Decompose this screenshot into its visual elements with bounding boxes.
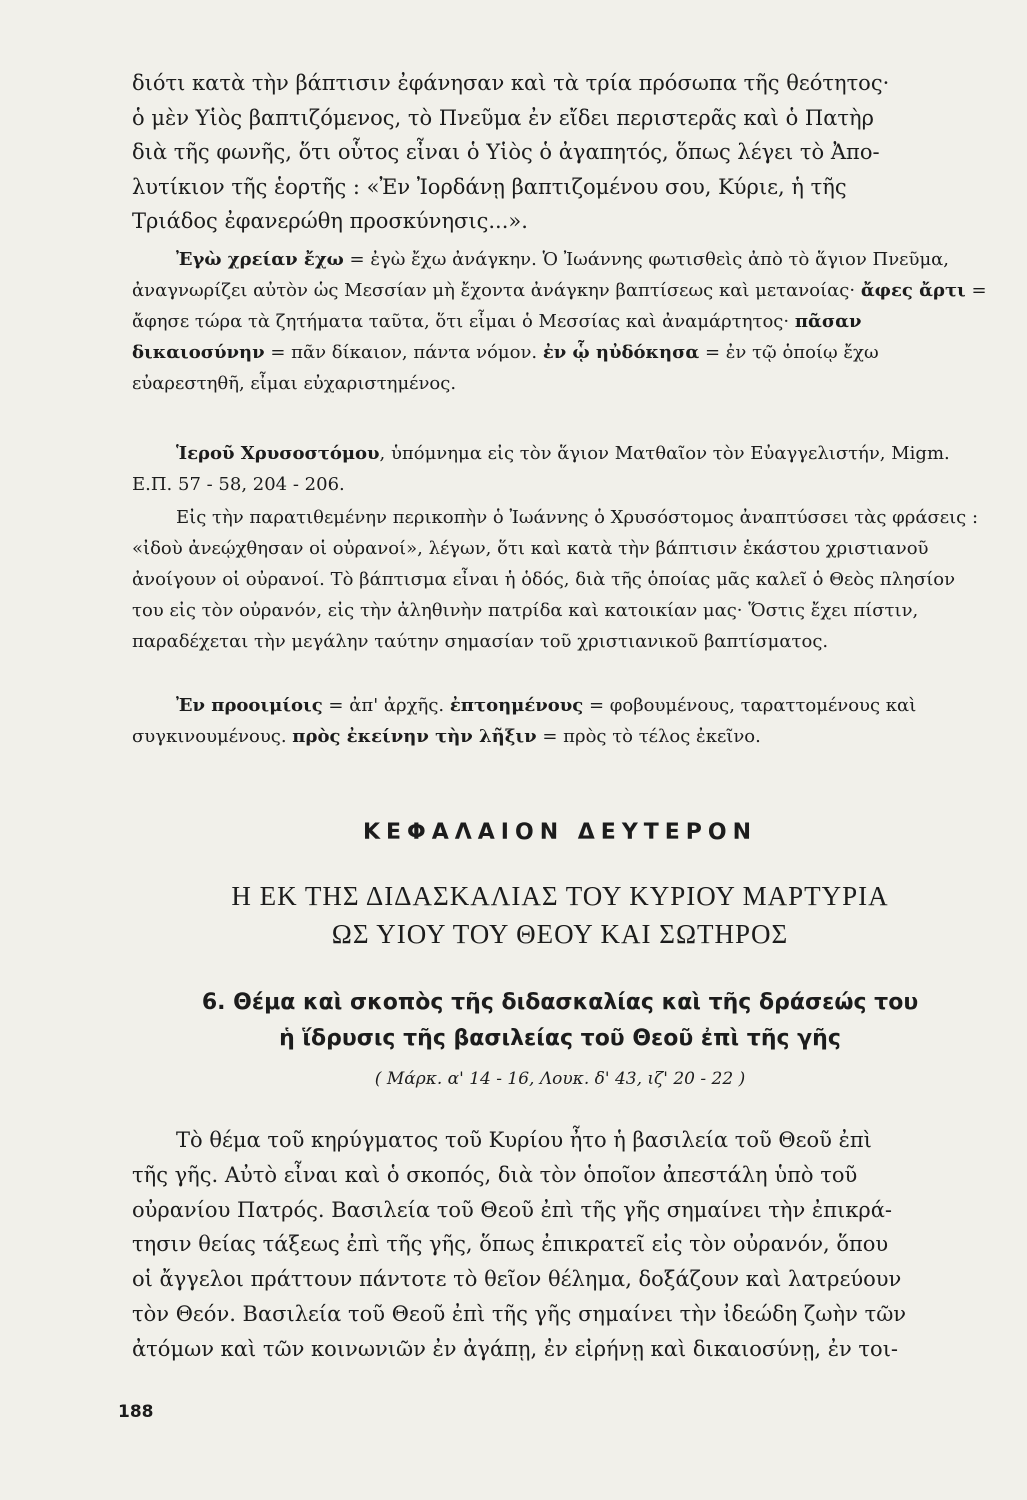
gloss-definition: = ἄφησε τώρα τὰ ζητήματα ταῦτα, ὅτι εἶμαι ὁ Μεσσίας καὶ ἀναμάρτητος· bbox=[132, 280, 987, 332]
text-line: τῆς γῆς. Αὐτὸ εἶναι καὶ ὁ σκοπός, διὰ τὸν ὁποῖον ἀπεστάλη ὑπὸ τοῦ bbox=[132, 1162, 858, 1187]
chapter-title-line: Η ΕΚ ΤΗΣ ΔΙΔΑΣΚΑΛΙΑΣ ΤΟΥ ΚΥΡΙΟΥ ΜΑΡΤΥΡΙΑ bbox=[231, 881, 889, 911]
gloss-term: Ἐν προοιμίοις bbox=[176, 695, 323, 716]
body-paragraph bbox=[132, 1123, 988, 1367]
page-number: 188 bbox=[118, 1402, 154, 1422]
text-line: ἀτόμων καὶ τῶν κοινωνιῶν ἐν ἀγάπῃ, ἐν εἰρήνῃ καὶ δικαιοσύνῃ, ἐν τοι- bbox=[132, 1336, 899, 1361]
text-line: οἱ ἄγγελοι πράττουν πάντοτε τὸ θεῖον θέλημα, δοξάζουν καὶ λατρεύουν bbox=[132, 1267, 902, 1292]
glossary-paragraph-1 bbox=[132, 244, 988, 399]
text-line: διότι κατὰ τὴν βάπτισιν ἐφάνησαν καὶ τὰ τρία πρόσωπα τῆς θεότητος· bbox=[132, 71, 890, 95]
text-line: ὁ μὲν Υἱὸς βαπτιζόμενος, τὸ Πνεῦμα ἐν εἴδει περιστερᾶς καὶ ὁ Πατὴρ bbox=[132, 105, 874, 130]
glossary-paragraph-2 bbox=[132, 690, 988, 752]
citation-author: Ἱεροῦ Χρυσοστόμου bbox=[176, 443, 380, 464]
gloss-term: πᾶσαν δικαιοσύνην bbox=[132, 311, 862, 363]
text-line: τὸν Θεόν. Βασιλεία τοῦ Θεοῦ ἐπὶ τῆς γῆς σημαίνει τὴν ἰδεώδη ζωὴν τῶν bbox=[132, 1301, 907, 1326]
text-line: οὐρανίου Πατρός. Βασιλεία τοῦ Θεοῦ ἐπὶ τῆς γῆς σημαίνει τὴν ἐπικρά- bbox=[132, 1197, 892, 1222]
gloss-definition: = ἐν τῷ ὁποίῳ ἔχω εὐαρεστηθῆ, εἶμαι εὐχαριστημένος. bbox=[132, 342, 879, 394]
commentary-paragraph: Εἰς τὴν παρατιθεμένην περικοπὴν ὁ Ἰωάννης ὁ Χρυσόστομος ἀναπτύσσει τὰς φράσεις : «ἰδοὺ ἀνεῴχθησαν οἱ οὐρανοί», λέγων, ὅτι καὶ κατὰ τὴν βάπτισιν ἑκάστου χριστιανοῦ ἀνοίγουν οἱ οὐρανοί. Τὸ βάπτισμα εἶναι ἡ ὁδός, διὰ τῆς ὁποίας μᾶς καλεῖ ὁ Θεὸς πλησίον του εἰς τὸν οὐρανόν, εἰς τὴν ἀληθινὴν πατρίδα καὶ κατοικίαν μας· Ὅστις ἔχει πίστιν, παραδέχεται τὴν μεγάλην ταύτην σημασίαν τοῦ χριστιανικοῦ βαπτίσματος. bbox=[132, 507, 979, 652]
gloss-term: ἐπτοημένους bbox=[449, 695, 584, 716]
chapter-title bbox=[132, 877, 988, 953]
gloss-term: ἄφες ἄρτι bbox=[860, 280, 966, 301]
gloss-term: Ἐγὼ χρείαν ἔχω bbox=[176, 249, 344, 270]
text-line: τησιν θείας τάξεως ἐπὶ τῆς γῆς, ὅπως ἐπικρατεῖ εἰς τὸν οὐρανόν, ὅπου bbox=[132, 1232, 889, 1257]
text-line: Τριάδος ἐφανερώθη προσκύνησις...». bbox=[132, 209, 528, 233]
section-title-line: ἡ ἵδρυσις τῆς βασιλείας τοῦ Θεοῦ ἐπὶ τῆς γῆς bbox=[279, 1026, 841, 1051]
chapter-label: ΚΕΦΑΛΑΙΟΝ ΔΕΥΤΕΡΟΝ bbox=[362, 820, 758, 845]
gloss-term: πρὸς ἐκείνην τὴν λῆξιν bbox=[292, 726, 537, 747]
top-paragraph bbox=[132, 66, 988, 239]
citation-source: , ὑπόμνημα εἰς τὸν ἅγιον Ματθαῖον τὸν Εὐαγγελιστήν, Migm. Ε.Π. 57 - 58, 204 - 206. bbox=[132, 443, 950, 495]
text-line: λυτίκιον τῆς ἑορτῆς : «Ἐν Ἰορδάνῃ βαπτιζομένου σου, Κύριε, ἡ τῆς bbox=[132, 174, 847, 199]
chapter-title-line: ΩΣ ΥΙΟΥ ΤΟΥ ΘΕΟΥ ΚΑΙ ΣΩΤΗΡΟΣ bbox=[331, 919, 789, 949]
section-title-line: 6. Θέμα καὶ σκοπὸς τῆς διδασκαλίας καὶ τῆς δράσεώς του bbox=[201, 990, 919, 1015]
gloss-definition: = ἐγὼ ἔχω ἀνάγκην. Ὁ Ἰωάννης φωτισθεὶς ἀπὸ τὸ ἅγιον Πνεῦμα, ἀναγνωρίζει αὐτὸν ὡς Μεσσίαν μὴ ἔχοντα ἀνάγκην βαπτίσεως καὶ μετανοίας· bbox=[132, 249, 950, 301]
gloss-definition: = πρὸς τὸ τέλος ἐκεῖνο. bbox=[536, 726, 761, 747]
gloss-definition: = φοβουμένους, ταραττομένους καὶ συγκινουμένους. bbox=[132, 695, 917, 747]
section-reference: ( Μάρκ. α' 14 - 16, Λουκ. δ' 43, ιζ' 20 - 22 ) bbox=[374, 1069, 746, 1089]
text-line: διὰ τῆς φωνῆς, ὅτι οὗτος εἶναι ὁ Υἱὸς ὁ ἀγαπητός, ὅπως λέγει τὸ Ἀπο- bbox=[132, 140, 880, 164]
citation bbox=[132, 438, 988, 500]
gloss-term: ἐν ᾧ ηὐδόκησα bbox=[542, 342, 700, 363]
gloss-definition: = πᾶν δίκαιον, πάντα νόμον. bbox=[264, 342, 543, 363]
section-title bbox=[132, 985, 988, 1057]
text-line: Τὸ θέμα τοῦ κηρύγματος τοῦ Κυρίου ἦτο ἡ βασιλεία τοῦ Θεοῦ ἐπὶ bbox=[176, 1128, 872, 1152]
gloss-definition: = ἀπ' ἀρχῆς. bbox=[322, 695, 450, 716]
